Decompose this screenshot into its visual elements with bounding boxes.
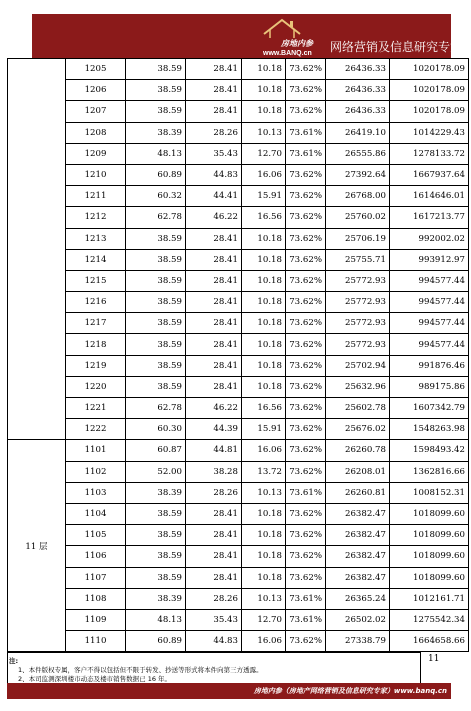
ratio-cell: 73.62% [286,80,326,101]
table-row [8,376,469,397]
shared-area-cell: 16.06 [242,164,286,185]
unit-price-cell: 25772.93 [326,313,390,334]
unit-price-cell: 26382.47 [326,503,390,524]
total-area-cell: 60.30 [126,419,186,440]
room-number-cell: 1217 [66,313,126,334]
total-area-cell: 38.59 [126,292,186,313]
inner-area-cell: 28.41 [186,292,242,313]
inner-area-cell: 28.41 [186,546,242,567]
room-number-cell: 1222 [66,419,126,440]
room-number-cell: 1101 [66,440,126,461]
shared-area-cell: 10.18 [242,313,286,334]
table-row [8,398,469,419]
total-price-cell: 1012161.71 [390,588,469,609]
room-number-cell: 1107 [66,567,126,588]
ratio-cell: 73.62% [286,567,326,588]
shared-area-cell: 10.18 [242,567,286,588]
table-row [8,461,469,482]
total-area-cell: 38.39 [126,122,186,143]
total-price-cell: 1020178.09 [390,59,469,80]
unit-price-cell: 26382.47 [326,525,390,546]
table-row [8,525,469,546]
inner-area-cell: 28.41 [186,249,242,270]
footer-text: 房地内参（房地产网络营销及信息研究专家）www.banq.cn [253,687,447,695]
shared-area-cell: 13.72 [242,461,286,482]
shared-area-cell: 12.70 [242,143,286,164]
ratio-cell: 73.62% [286,376,326,397]
ratio-cell: 73.62% [286,59,326,80]
total-area-cell: 62.78 [126,207,186,228]
unit-price-cell: 26436.33 [326,101,390,122]
inner-area-cell: 46.22 [186,207,242,228]
total-price-cell: 994577.44 [390,292,469,313]
shared-area-cell: 16.06 [242,440,286,461]
shared-area-cell: 12.70 [242,609,286,630]
room-number-cell: 1106 [66,546,126,567]
total-price-cell: 994577.44 [390,270,469,291]
unit-price-cell: 26419.10 [326,122,390,143]
total-area-cell: 38.39 [126,482,186,503]
header-title: 网络营销及信息研究专家 [330,40,463,54]
inner-area-cell: 28.41 [186,59,242,80]
total-price-cell: 991876.46 [390,355,469,376]
table-row [8,80,469,101]
room-number-cell: 1207 [66,101,126,122]
ratio-cell: 73.61% [286,609,326,630]
ratio-cell: 73.62% [286,398,326,419]
unit-price-cell: 26768.00 [326,186,390,207]
ratio-cell: 73.62% [286,355,326,376]
total-price-cell: 1614646.01 [390,186,469,207]
table-row [8,419,469,440]
ratio-cell: 73.62% [286,186,326,207]
unit-price-cell: 25772.93 [326,292,390,313]
shared-area-cell: 10.18 [242,503,286,524]
room-number-cell: 1105 [66,525,126,546]
total-price-cell: 992002.02 [390,228,469,249]
total-price-cell: 1018099.60 [390,567,469,588]
total-area-cell: 38.59 [126,313,186,334]
table-row [8,270,469,291]
room-number-cell: 1102 [66,461,126,482]
total-area-cell: 48.13 [126,609,186,630]
floor-cell: 11 层 [8,440,66,652]
ratio-cell: 73.61% [286,143,326,164]
unit-price-cell: 26436.33 [326,59,390,80]
inner-area-cell: 28.41 [186,80,242,101]
unit-price-cell: 25760.02 [326,207,390,228]
ratio-cell: 73.62% [286,228,326,249]
inner-area-cell: 46.22 [186,398,242,419]
inner-area-cell: 28.41 [186,228,242,249]
ratio-cell: 73.62% [286,334,326,355]
shared-area-cell: 10.18 [242,270,286,291]
shared-area-cell: 10.18 [242,59,286,80]
total-price-cell: 994577.44 [390,313,469,334]
inner-area-cell: 28.41 [186,567,242,588]
unit-price-cell: 27392.64 [326,164,390,185]
page-header-banner [32,14,463,58]
inner-area-cell: 44.83 [186,631,242,652]
total-price-cell: 993912.97 [390,249,469,270]
total-area-cell: 38.59 [126,503,186,524]
total-area-cell: 38.59 [126,228,186,249]
total-area-cell: 48.13 [126,143,186,164]
ratio-cell: 73.62% [286,461,326,482]
room-number-cell: 1221 [66,398,126,419]
table-row [8,143,469,164]
total-price-cell: 1018099.60 [390,525,469,546]
table-row [8,186,469,207]
inner-area-cell: 28.41 [186,355,242,376]
ratio-cell: 73.61% [286,122,326,143]
inner-area-cell: 44.81 [186,440,242,461]
page-number: 11 [428,654,440,664]
floor-cell-previous [8,59,66,440]
table-row [8,609,469,630]
total-area-cell: 38.59 [126,249,186,270]
ratio-cell: 73.61% [286,588,326,609]
table-row [8,207,469,228]
inner-area-cell: 44.83 [186,164,242,185]
ratio-cell: 73.62% [286,164,326,185]
total-price-cell: 1018099.60 [390,503,469,524]
total-area-cell: 38.59 [126,376,186,397]
total-area-cell: 38.59 [126,567,186,588]
shared-area-cell: 10.13 [242,122,286,143]
total-price-cell: 1664658.66 [390,631,469,652]
unit-price-cell: 26260.81 [326,482,390,503]
table-row [8,228,469,249]
table-row [8,334,469,355]
total-price-cell: 1018099.60 [390,546,469,567]
unit-price-cell: 26365.24 [326,588,390,609]
room-number-cell: 1220 [66,376,126,397]
table-row [8,482,469,503]
shared-area-cell: 10.18 [242,101,286,122]
total-area-cell: 38.39 [126,588,186,609]
table-row [8,503,469,524]
unit-price-cell: 25632.96 [326,376,390,397]
shared-area-cell: 16.56 [242,398,286,419]
note-line-2: 2、本司监测深圳楼市动态及楼市销售数据已 16 年。 [18,675,172,683]
shared-area-cell: 10.18 [242,249,286,270]
ratio-cell: 73.62% [286,292,326,313]
unit-price-cell: 26208.01 [326,461,390,482]
ratio-cell: 73.62% [286,313,326,334]
unit-price-cell: 25602.78 [326,398,390,419]
total-price-cell: 1275542.34 [390,609,469,630]
total-area-cell: 60.32 [126,186,186,207]
inner-area-cell: 38.28 [186,461,242,482]
room-number-cell: 1214 [66,249,126,270]
total-area-cell: 38.59 [126,101,186,122]
room-number-cell: 1218 [66,334,126,355]
total-price-cell: 1014229.43 [390,122,469,143]
table-row [8,588,469,609]
total-area-cell: 38.59 [126,59,186,80]
ratio-cell: 73.62% [286,270,326,291]
total-price-cell: 1008152.31 [390,482,469,503]
ratio-cell: 73.61% [286,482,326,503]
total-area-cell: 38.59 [126,546,186,567]
inner-area-cell: 44.39 [186,419,242,440]
shared-area-cell: 10.18 [242,292,286,313]
table-row [8,546,469,567]
inner-area-cell: 28.41 [186,101,242,122]
shared-area-cell: 16.56 [242,207,286,228]
total-price-cell: 994577.44 [390,334,469,355]
unit-price-cell: 25706.19 [326,228,390,249]
room-number-cell: 1211 [66,186,126,207]
total-area-cell: 38.59 [126,270,186,291]
total-price-cell: 1020178.09 [390,101,469,122]
ratio-cell: 73.62% [286,503,326,524]
table-row [8,567,469,588]
unit-price-cell: 25676.02 [326,419,390,440]
inner-area-cell: 28.26 [186,588,242,609]
room-number-cell: 1205 [66,59,126,80]
notes-heading: 注: [9,657,19,665]
logo-name: 房地内参 [281,39,313,48]
unit-price-cell: 26502.02 [326,609,390,630]
total-area-cell: 60.87 [126,440,186,461]
total-area-cell: 60.89 [126,164,186,185]
total-price-cell: 989175.86 [390,376,469,397]
total-price-cell: 1607342.79 [390,398,469,419]
ratio-cell: 73.62% [286,207,326,228]
room-number-cell: 1216 [66,292,126,313]
room-number-cell: 1208 [66,122,126,143]
room-number-cell: 1110 [66,631,126,652]
inner-area-cell: 28.41 [186,313,242,334]
room-number-cell: 1215 [66,270,126,291]
inner-area-cell: 44.41 [186,186,242,207]
room-number-cell: 1219 [66,355,126,376]
table-row [8,313,469,334]
shared-area-cell: 10.18 [242,334,286,355]
unit-price-cell: 27338.79 [326,631,390,652]
ratio-cell: 73.62% [286,546,326,567]
total-price-cell: 1020178.09 [390,80,469,101]
total-area-cell: 60.89 [126,631,186,652]
total-price-cell: 1598493.42 [390,440,469,461]
note-line-1: 1、本件版权专属，客户不得以包括但不限于转发、抄送等形式将本件向第三方透露。 [18,666,263,674]
total-price-cell: 1617213.77 [390,207,469,228]
shared-area-cell: 16.06 [242,631,286,652]
room-number-cell: 1104 [66,503,126,524]
inner-area-cell: 28.41 [186,376,242,397]
room-number-cell: 1206 [66,80,126,101]
room-number-cell: 1212 [66,207,126,228]
room-number-cell: 1108 [66,588,126,609]
shared-area-cell: 10.18 [242,80,286,101]
shared-area-cell: 10.18 [242,525,286,546]
unit-price-cell: 26382.47 [326,546,390,567]
unit-price-cell: 26382.47 [326,567,390,588]
ratio-cell: 73.62% [286,631,326,652]
shared-area-cell: 10.18 [242,376,286,397]
total-area-cell: 38.59 [126,80,186,101]
inner-area-cell: 28.26 [186,122,242,143]
unit-price-cell: 25755.71 [326,249,390,270]
room-number-cell: 1109 [66,609,126,630]
total-area-cell: 52.00 [126,461,186,482]
total-price-cell: 1278133.72 [390,143,469,164]
total-area-cell: 62.78 [126,398,186,419]
ratio-cell: 73.62% [286,419,326,440]
inner-area-cell: 28.41 [186,525,242,546]
inner-area-cell: 28.41 [186,270,242,291]
room-number-cell: 1209 [66,143,126,164]
table-row [8,440,469,461]
unit-price-cell: 26436.33 [326,80,390,101]
table-row [8,631,469,652]
inner-area-cell: 35.43 [186,609,242,630]
shared-area-cell: 10.13 [242,482,286,503]
logo-url: www.BANQ.cn [263,50,312,57]
shared-area-cell: 15.91 [242,419,286,440]
total-area-cell: 38.59 [126,355,186,376]
notes-box [7,651,421,684]
shared-area-cell: 10.13 [242,588,286,609]
room-number-cell: 1103 [66,482,126,503]
total-area-cell: 38.59 [126,334,186,355]
total-price-cell: 1667937.64 [390,164,469,185]
table-row [8,249,469,270]
price-table [7,58,469,652]
inner-area-cell: 28.41 [186,334,242,355]
room-number-cell: 1210 [66,164,126,185]
unit-price-cell: 25702.94 [326,355,390,376]
table-row [8,164,469,185]
table-row [8,122,469,143]
unit-price-cell: 26260.78 [326,440,390,461]
room-number-cell: 1213 [66,228,126,249]
ratio-cell: 73.62% [286,101,326,122]
inner-area-cell: 35.43 [186,143,242,164]
unit-price-cell: 25772.93 [326,334,390,355]
table-row [8,292,469,313]
total-price-cell: 1548263.98 [390,419,469,440]
total-price-cell: 1362816.66 [390,461,469,482]
ratio-cell: 73.62% [286,249,326,270]
shared-area-cell: 15.91 [242,186,286,207]
shared-area-cell: 10.18 [242,355,286,376]
inner-area-cell: 28.26 [186,482,242,503]
shared-area-cell: 10.18 [242,546,286,567]
shared-area-cell: 10.18 [242,228,286,249]
total-area-cell: 38.59 [126,525,186,546]
table-row [8,59,469,80]
unit-price-cell: 26555.86 [326,143,390,164]
table-row [8,101,469,122]
unit-price-cell: 25772.93 [326,270,390,291]
ratio-cell: 73.62% [286,440,326,461]
ratio-cell: 73.62% [286,525,326,546]
page-footer-banner [7,683,451,699]
table-row [8,355,469,376]
inner-area-cell: 28.41 [186,503,242,524]
